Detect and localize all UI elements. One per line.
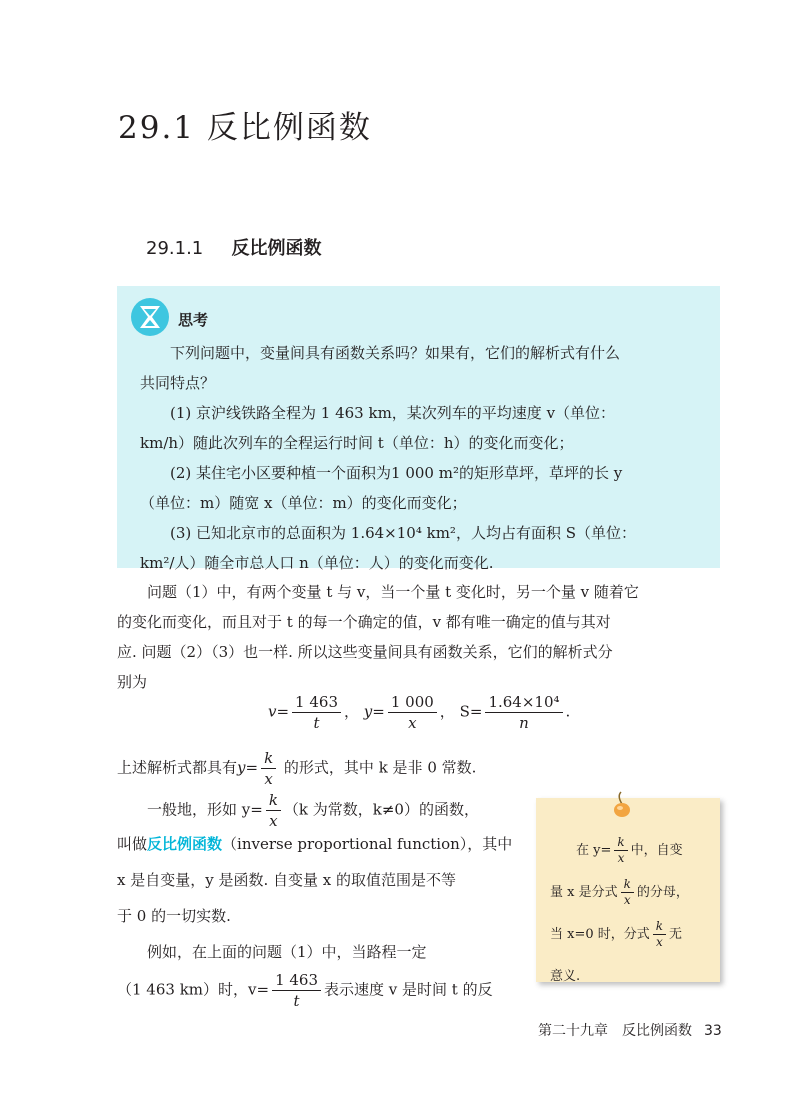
text: （1 463 km）时，v= (117, 980, 270, 999)
definition-paragraph (117, 790, 517, 1010)
formula-lhs: S= (459, 702, 483, 721)
denominator: n (519, 714, 529, 732)
separator: ， (344, 702, 360, 721)
note-line (550, 830, 710, 872)
formula-lhs: y= (237, 758, 259, 777)
numerator: k (621, 877, 634, 893)
fraction (292, 692, 341, 733)
denominator: x (408, 714, 417, 732)
think-line: 下列问题中，变量间具有函数关系吗？如果有，它们的解析式有什么 (140, 344, 621, 362)
text: 叫做 (117, 835, 148, 853)
subsection-number: 29.1.1 (146, 238, 204, 259)
definition-line: x 是自变量，y 是函数. 自变量 x 的取值范围是不等 (117, 871, 457, 889)
text: 的形式，其中 k 是非 0 常数. (279, 758, 477, 777)
body-line: 应. 问题（2）（3）也一样. 所以这些变量间具有函数关系，它们的解析式分 (117, 643, 613, 661)
think-icon (130, 297, 170, 337)
page-footer (538, 1020, 722, 1040)
fraction (272, 970, 321, 1011)
key-term: 反比例函数 (147, 835, 223, 853)
body-line: 问题（1）中，有两个变量 t 与 v，当一个量 t 变化时，另一个量 v 随着它 (117, 583, 639, 601)
formula-lhs: y= (363, 702, 385, 721)
section-title: 29.1 反比例函数 (118, 110, 372, 146)
definition-line (117, 826, 517, 862)
think-line: (2) 某住宅小区要种植一个面积为1 000 m²的矩形草坪，草坪的长 y (140, 464, 623, 482)
denominator: x (656, 935, 663, 949)
separator: . (565, 702, 571, 721)
text: 量 x 是分式 (550, 885, 618, 900)
text: 一般地，形如 y= (117, 800, 263, 819)
text: 无 (669, 927, 683, 942)
text: （k 为常数，k≠0）的函数， (283, 800, 479, 819)
numerator: k (266, 790, 281, 811)
fraction (388, 692, 437, 733)
denominator: x (617, 851, 625, 865)
think-line: (1) 京沪线铁路全程为 1 463 km，某次列车的平均速度 v（单位： (140, 404, 616, 422)
fraction (261, 748, 276, 789)
fraction (621, 877, 634, 908)
numerator: 1 463 (272, 970, 321, 991)
subsection-title (146, 234, 322, 260)
think-line: km/h）随此次列车的全程运行时间 t（单位：h）的变化而变化； (140, 434, 574, 452)
numerator: k (653, 919, 666, 935)
definition-line (117, 970, 517, 1010)
numerator: 1 000 (388, 692, 437, 713)
subsection-label: 反比例函数 (231, 238, 322, 259)
body-line: 别为 (117, 673, 148, 691)
separator: ， (439, 702, 455, 721)
note-line (550, 872, 710, 914)
numerator: 1.64×10⁴ (485, 692, 562, 713)
text: （inverse proportional function），其中 (222, 835, 513, 853)
side-note-text (550, 830, 710, 998)
formula-row (268, 692, 570, 733)
denominator: t (293, 992, 300, 1010)
form-statement (117, 748, 476, 789)
think-line: 共同特点？ (140, 374, 216, 392)
numerator: k (614, 835, 627, 851)
text: 的分母， (636, 885, 689, 900)
text: 中，自变 (630, 843, 683, 858)
definition-line: 例如，在上面的问题（1）中，当路程一定 (117, 943, 427, 961)
fraction (485, 692, 562, 733)
denominator: x (264, 770, 273, 788)
fraction (614, 835, 627, 866)
think-line: （单位：m）随宽 x（单位：m）的变化而变化； (140, 494, 467, 512)
numerator: k (261, 748, 276, 769)
denominator: x (269, 812, 278, 830)
fraction (653, 919, 666, 950)
chapter-label: 第二十九章 反比例函数 (538, 1023, 692, 1039)
page-number: 33 (704, 1023, 722, 1039)
pushpin-icon (611, 790, 633, 820)
numerator: 1 463 (292, 692, 341, 713)
body-line: 的变化而变化，而且对于 t 的每一个确定的值，v 都有唯一确定的值与其对 (117, 613, 611, 631)
think-line: km²/人）随全市总人口 n（单位：人）的变化而变化. (140, 554, 494, 572)
definition-line (117, 790, 517, 830)
text: 当 x=0 时，分式 (550, 927, 650, 942)
text: 表示速度 v 是时间 t 的反 (324, 980, 493, 999)
denominator: t (313, 714, 320, 732)
fraction (266, 790, 281, 831)
text: 在 y= (550, 843, 612, 858)
think-line: (3) 已知北京市的总面积为 1.64×10⁴ km²，人均占有面积 S（单位： (140, 524, 636, 542)
denominator: x (623, 893, 631, 907)
text: 上述解析式都具有 (117, 758, 238, 777)
formula-lhs: v= (268, 702, 290, 721)
think-label: 思考 (178, 311, 209, 329)
note-line: 意义. (550, 969, 581, 984)
note-line (550, 914, 710, 956)
think-text (140, 338, 700, 578)
definition-line: 于 0 的一切实数. (117, 907, 231, 925)
body-paragraph (117, 577, 720, 697)
